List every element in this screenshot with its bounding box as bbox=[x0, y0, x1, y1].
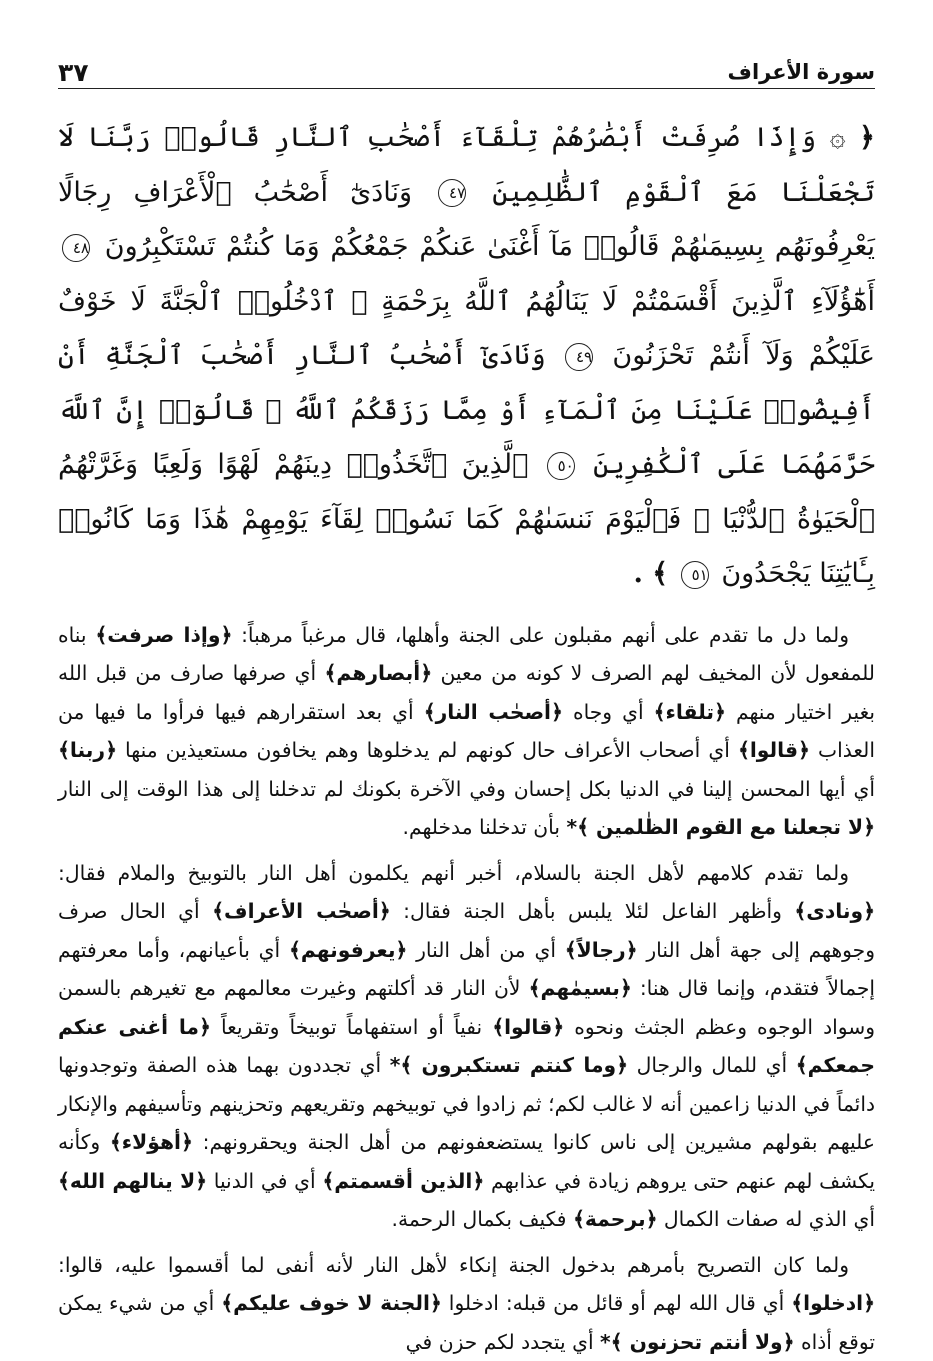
commentary-paragraph bbox=[58, 854, 875, 1239]
commentary-text: بأن تدخلنا مدخلهم. bbox=[403, 815, 567, 839]
commentary-text: أي من أهل النار bbox=[407, 938, 564, 962]
page-header bbox=[58, 52, 875, 89]
sajda-star-icon: ۞ bbox=[830, 122, 846, 153]
ayah-number-marker: ٥٠ bbox=[547, 452, 575, 480]
commentary-text: أي في الدنيا bbox=[207, 1169, 322, 1193]
commentary-text: فكيف بكمال الرحمة. bbox=[392, 1207, 573, 1231]
quoted-verse-fragment: ﴿تلقاء﴾ bbox=[654, 700, 726, 724]
commentary-text: وأظهر الفاعل لئلا يلبس بأهل الجنة فقال: bbox=[391, 899, 795, 923]
commentary-text: أي قال الله لهم أو قائل من قبله: ادخلوا bbox=[442, 1291, 792, 1315]
commentary-text: ولما كان التصريح بأمرهم بدخول الجنة إنكاء لأهل النار لأنه أنفى لما أقسموا عليه، قالوا: bbox=[58, 1253, 849, 1277]
quoted-verse-fragment: ﴿أهؤلاء﴾ bbox=[110, 1130, 193, 1154]
commentary-text: أي للمال والرجال bbox=[628, 1053, 796, 1077]
commentary-text: وكأنه يكشف لهم عنهم حتى يروهم زيادة في عذابهم bbox=[58, 1130, 875, 1193]
verse-text: أَهَٰٓؤُلَآءِ ٱلَّذِينَ أَقْسَمْتُمْ لَا يَنَالُهُمُ ٱللَّهُ بِرَحْمَةٍ ۚ ٱدْخُلُوا۟ ٱلْجَنَّةَ لَا خَوْفٌ عَلَيْكُمْ وَلَآ أَنتُمْ تَحْزَنُونَ bbox=[58, 286, 875, 372]
quoted-verse-fragment: ﴿وإذا صرفت﴾ bbox=[95, 623, 232, 647]
quoted-verse-fragment: ﴿لا ينالهم الله﴾ bbox=[58, 1169, 207, 1193]
commentary-text: ولما دل ما تقدم على أنهم مقبلون على الجنة وأهلها، قال مرغباً مرهباً: bbox=[232, 623, 849, 647]
close-bracket: ﴾ . bbox=[634, 558, 669, 589]
verse-text: وَإِذَا صُرِفَتْ أَبْصَٰرُهُمْ تِلْقَآءَ أَصْحَٰبِ ٱلنَّارِ قَالُوا۟ رَبَّنَا لَا تَجْعَلْنَا مَعَ ٱلْقَوْمِ ٱلظَّٰلِمِينَ bbox=[58, 122, 875, 208]
commentary-text: أي أصحاب الأعراف حال كونهم لم يدخلوها وهم يخافون مستعيذين منها bbox=[117, 738, 738, 762]
commentary-text: أي من شيء يمكن توقع أذاه bbox=[58, 1291, 875, 1354]
commentary-text: بناه للمفعول لأن المخيف لهم الصرف لا كونه من معين bbox=[58, 623, 875, 686]
commentary-text: أي تجددون بهما هذه الصفة وتوجدونها دائماً في الدنيا زاعمين أنه لا غالب لكم؛ ثم زادوا في توبيخهم وتقريعهم وتحزينهم وتأسيفهم والإنكار عليهم بقولهم مشيرين إلى ناس كانوا يستضعفونهم من أهل الجنة ويحقرونهم: bbox=[58, 1053, 875, 1154]
quoted-verse-fragment: ﴿أبصارهم﴾ bbox=[325, 661, 433, 685]
quoted-verse-fragment: ﴿أصحٰب الأعراف﴾ bbox=[212, 899, 391, 923]
quoted-verse-fragment: ﴿الذين أقسمتم﴾ bbox=[322, 1169, 484, 1193]
quoted-verse-fragment: ﴿ربنا﴾ bbox=[58, 738, 117, 762]
commentary-text: لأن النار قد أكلتهم وغيرت معالمهم مع تغيرهم بالسمن وسواد الوجوه وعظم الجثث ونحوه bbox=[58, 976, 875, 1039]
ayah-number-marker: ٤٩ bbox=[565, 343, 593, 371]
quoted-verse-fragment: ﴿رجالاً﴾ bbox=[565, 938, 638, 962]
quoted-verse-fragment: ﴿ادخلوا﴾ bbox=[791, 1291, 875, 1315]
page-number: ٣٧ bbox=[58, 58, 89, 87]
verse-text: وَنَادَىٰٓ أَصْحَٰبُ ٱلنَّارِ أَصْحَٰبَ ٱلْجَنَّةِ أَنْ أَفِيضُوا۟ عَلَيْنَا مِنَ ٱلْمَآءِ أَوْ مِمَّا رَزَقَكُمُ ٱللَّهُ ۚ قَالُوٓا۟ إِنَّ ٱللَّهَ حَرَّمَهُمَا عَلَى ٱلْكَٰفِرِينَ bbox=[58, 340, 875, 480]
ayah-number-marker: ٤٧ bbox=[438, 179, 466, 207]
quoted-verse-fragment: ﴿يعرفونهم﴾ bbox=[289, 938, 407, 962]
commentary-text: أي الحال صرف وجوههم إلى جهة أهل النار bbox=[58, 899, 875, 962]
open-bracket: ﴿ bbox=[859, 122, 875, 153]
quoted-verse-fragment: ﴿قالوا﴾ bbox=[492, 1015, 564, 1039]
commentary-text: أي يتجدد لكم حزن في bbox=[406, 1330, 600, 1354]
quoted-verse-fragment: ﴿لا تجعلنا مع القوم الظٰلمين ﴾* bbox=[566, 815, 875, 839]
quoted-verse-fragment: ﴿ونادى﴾ bbox=[794, 899, 875, 923]
quran-verses bbox=[58, 111, 875, 602]
commentary-text: أي بعد استقرارهم فيها فرأوا ما فيها من العذاب bbox=[58, 700, 875, 763]
quoted-verse-fragment: ﴿ما أغنى عنكم جمعكم﴾ bbox=[58, 1015, 875, 1078]
surah-title: سورة الأعراف bbox=[728, 60, 875, 84]
quoted-verse-fragment: ﴿أصحٰب النار﴾ bbox=[424, 700, 563, 724]
commentary-text: أي وجاه bbox=[563, 700, 654, 724]
commentary-text: أي أيها المحسن إلينا في الدنيا بكل إحسان وفي الآخرة بكونك لم تدخلنا إلى هذا الوقت إلى النار bbox=[58, 777, 875, 801]
quoted-verse-fragment: ﴿الجنة لا خوف عليكم﴾ bbox=[221, 1291, 442, 1315]
verse-text: وَنَادَىٰٓ أَصْحَٰبُ ٱلْأَعْرَافِ رِجَالًا يَعْرِفُونَهُم بِسِيمَىٰهُمْ قَالُوا۟ مَآ أَغْنَىٰ عَنكُمْ جَمْعُكُمْ وَمَا كُنتُمْ تَسْتَكْبِرُونَ bbox=[58, 177, 875, 263]
quoted-verse-fragment: ﴿وما كنتم تستكبرون ﴾* bbox=[390, 1053, 628, 1077]
verse-text: ٱلَّذِينَ ٱتَّخَذُوا۟ دِينَهُمْ لَهْوًا وَلَعِبًا وَغَرَّتْهُمُ ٱلْحَيَوٰةُ ٱلدُّنْيَا ۚ فَٱلْيَوْمَ نَنسَىٰهُمْ كَمَا نَسُوا۟ لِقَآءَ يَوْمِهِمْ هَٰذَا وَمَا كَانُوا۟ بِـَٔايَٰتِنَا يَجْحَدُونَ bbox=[58, 449, 875, 589]
commentary-text: نفياً أو استفهاماً توبيخاً وتقريعاً bbox=[211, 1015, 492, 1039]
commentary-text: أي صرفها صارف من قبل الله بغير اختيار منهم bbox=[58, 661, 875, 724]
quoted-verse-fragment: ﴿قالوا﴾ bbox=[738, 738, 810, 762]
commentary-paragraph bbox=[58, 1246, 875, 1361]
commentary-text: أي بأعيانهم، وأما معرفتهم إجمالاً فتقدم، وإنما قال هنا: bbox=[58, 938, 875, 1001]
commentary-text: ولما تقدم كلامهم لأهل الجنة بالسلام، أخبر أنهم يكلمون أهل النار بالتوبيخ والملام فقال: bbox=[58, 861, 849, 885]
quoted-verse-fragment: ﴿برحمة﴾ bbox=[573, 1207, 658, 1231]
commentary-text: أي الذي له صفات الكمال bbox=[657, 1207, 875, 1231]
commentary-paragraph bbox=[58, 616, 875, 847]
quoted-verse-fragment: ﴿ولا أنتم تحزنون ﴾* bbox=[600, 1330, 795, 1354]
ayah-number-marker: ٥١ bbox=[681, 561, 709, 589]
quoted-verse-fragment: ﴿بسيمٰهم﴾ bbox=[529, 976, 632, 1000]
ayah-number-marker: ٤٨ bbox=[62, 234, 90, 262]
